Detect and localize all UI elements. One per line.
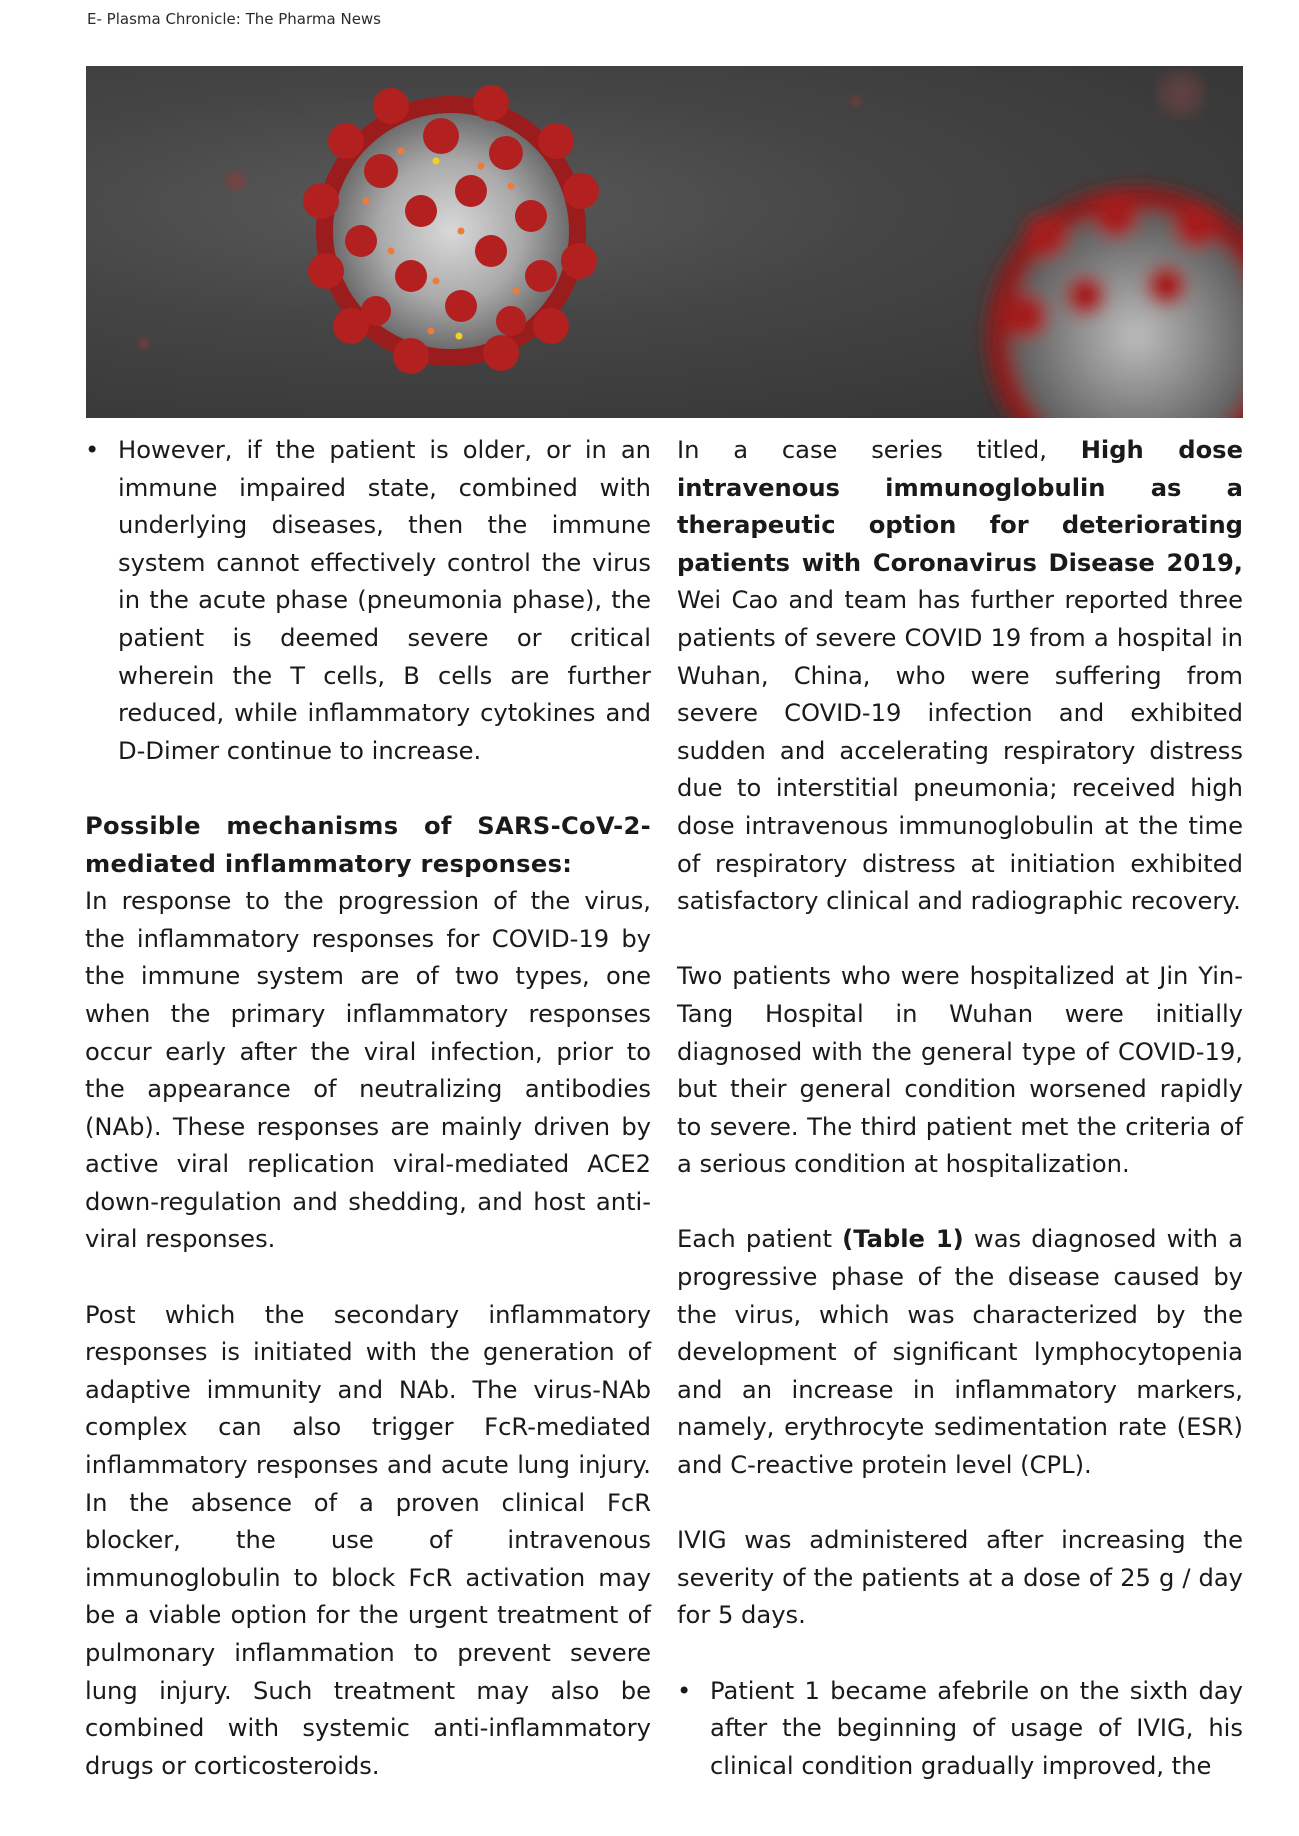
- paragraph-secondary-responses: Post which the secondary inflammatory responses is initiated with the generation of adaptive immunity and NAb. The virus-NAb complex can also trigger FcR-mediated inflammatory responses and acute lung injury. In the absence of a proven clinical FcR blocker, the use of intravenous immunoglobulin to block FcR activation may be a viable option for the urgent treatment of pulmonary inflammation to prevent severe lung injury. Such treatment may also be combined with systemic anti-inflammatory drugs or corticosteroids.: [85, 1300, 651, 1780]
- bullet-icon: •: [85, 436, 100, 464]
- paragraph-ivig-dose: IVIG was administered after increasing the severity of the patients at a dose of 25 g / day for 5 days.: [677, 1526, 1243, 1630]
- bullet-text: Patient 1 became afebrile on the sixth day after the beginning of usage of IVIG, his clinical condition gradually improved, the: [710, 1676, 1243, 1780]
- bullet-item: [677, 1673, 1243, 1786]
- bullet-item: [85, 432, 651, 770]
- paragraph-diagnosis: [677, 1221, 1243, 1484]
- paragraph-case-series: [677, 432, 1243, 921]
- right-column: [677, 432, 1243, 1785]
- bullet-icon: •: [677, 1676, 692, 1705]
- diagnosis-lead: Each patient: [677, 1225, 843, 1254]
- running-header: E- Plasma Chronicle: The Pharma News: [87, 10, 382, 28]
- coronavirus-illustration: [86, 66, 1243, 418]
- paragraph-hospitalization: Two patients who were hospitalized at Jin Yin-Tang Hospital in Wuhan were initially diagnosed with the general type of COVID-19, but their general condition worsened rapidly to severe. The third patient met the criteria of a serious condition at hospitalization.: [677, 962, 1243, 1179]
- case-series-body: Wei Cao and team has further reported three patients of severe COVID 19 from a hospital in Wuhan, China, who were suffering from severe COVID-19 infection and exhibited sudden and accelerating respiratory distress due to interstitial pneumonia; received high dose intravenous immunoglobulin at the time of respiratory distress at initiation exhibited satisfactory clinical and radiographic recovery.: [677, 586, 1243, 916]
- section-heading: Possible mechanisms of SARS-CoV-2-mediated inflammatory responses:: [85, 811, 651, 878]
- table-reference: (Table 1): [842, 1225, 964, 1254]
- bullet-text: However, if the patient is older, or in an immune impaired state, combined with underlying diseases, then the immune system cannot effectively control the virus in the acute phase (pneumonia phase), the patient is deemed severe or critical wherein the T cells, B cells are further reduced, while inflammatory cytokines and D-Dimer continue to increase.: [118, 436, 651, 765]
- left-column: [85, 432, 651, 1785]
- hero-image-coronavirus: [86, 66, 1243, 418]
- paragraph-primary-responses: In response to the progression of the virus, the inflammatory responses for COVID-19 by the immune system are of two types, one when the primary inflammatory responses occur early after the viral infection, prior to the appearance of neutralizing antibodies (NAb). These responses are mainly driven by active viral replication viral-mediated ACE2 down-regulation and shedding, and host anti-viral responses.: [85, 887, 651, 1254]
- case-series-lead: In a case series titled,: [677, 436, 1081, 464]
- study-title: High dose intravenous immunoglobulin as a therapeutic option for deteriorating patients with Coronavirus Disease 2019,: [677, 436, 1243, 577]
- diagnosis-body: was diagnosed with a progressive phase of the disease caused by the virus, which was characterized by the development of significant lymphocytopenia and an increase in inflammatory markers, namely, erythrocyte sedimentation rate (ESR) and C-reactive protein level (CPL).: [677, 1225, 1244, 1480]
